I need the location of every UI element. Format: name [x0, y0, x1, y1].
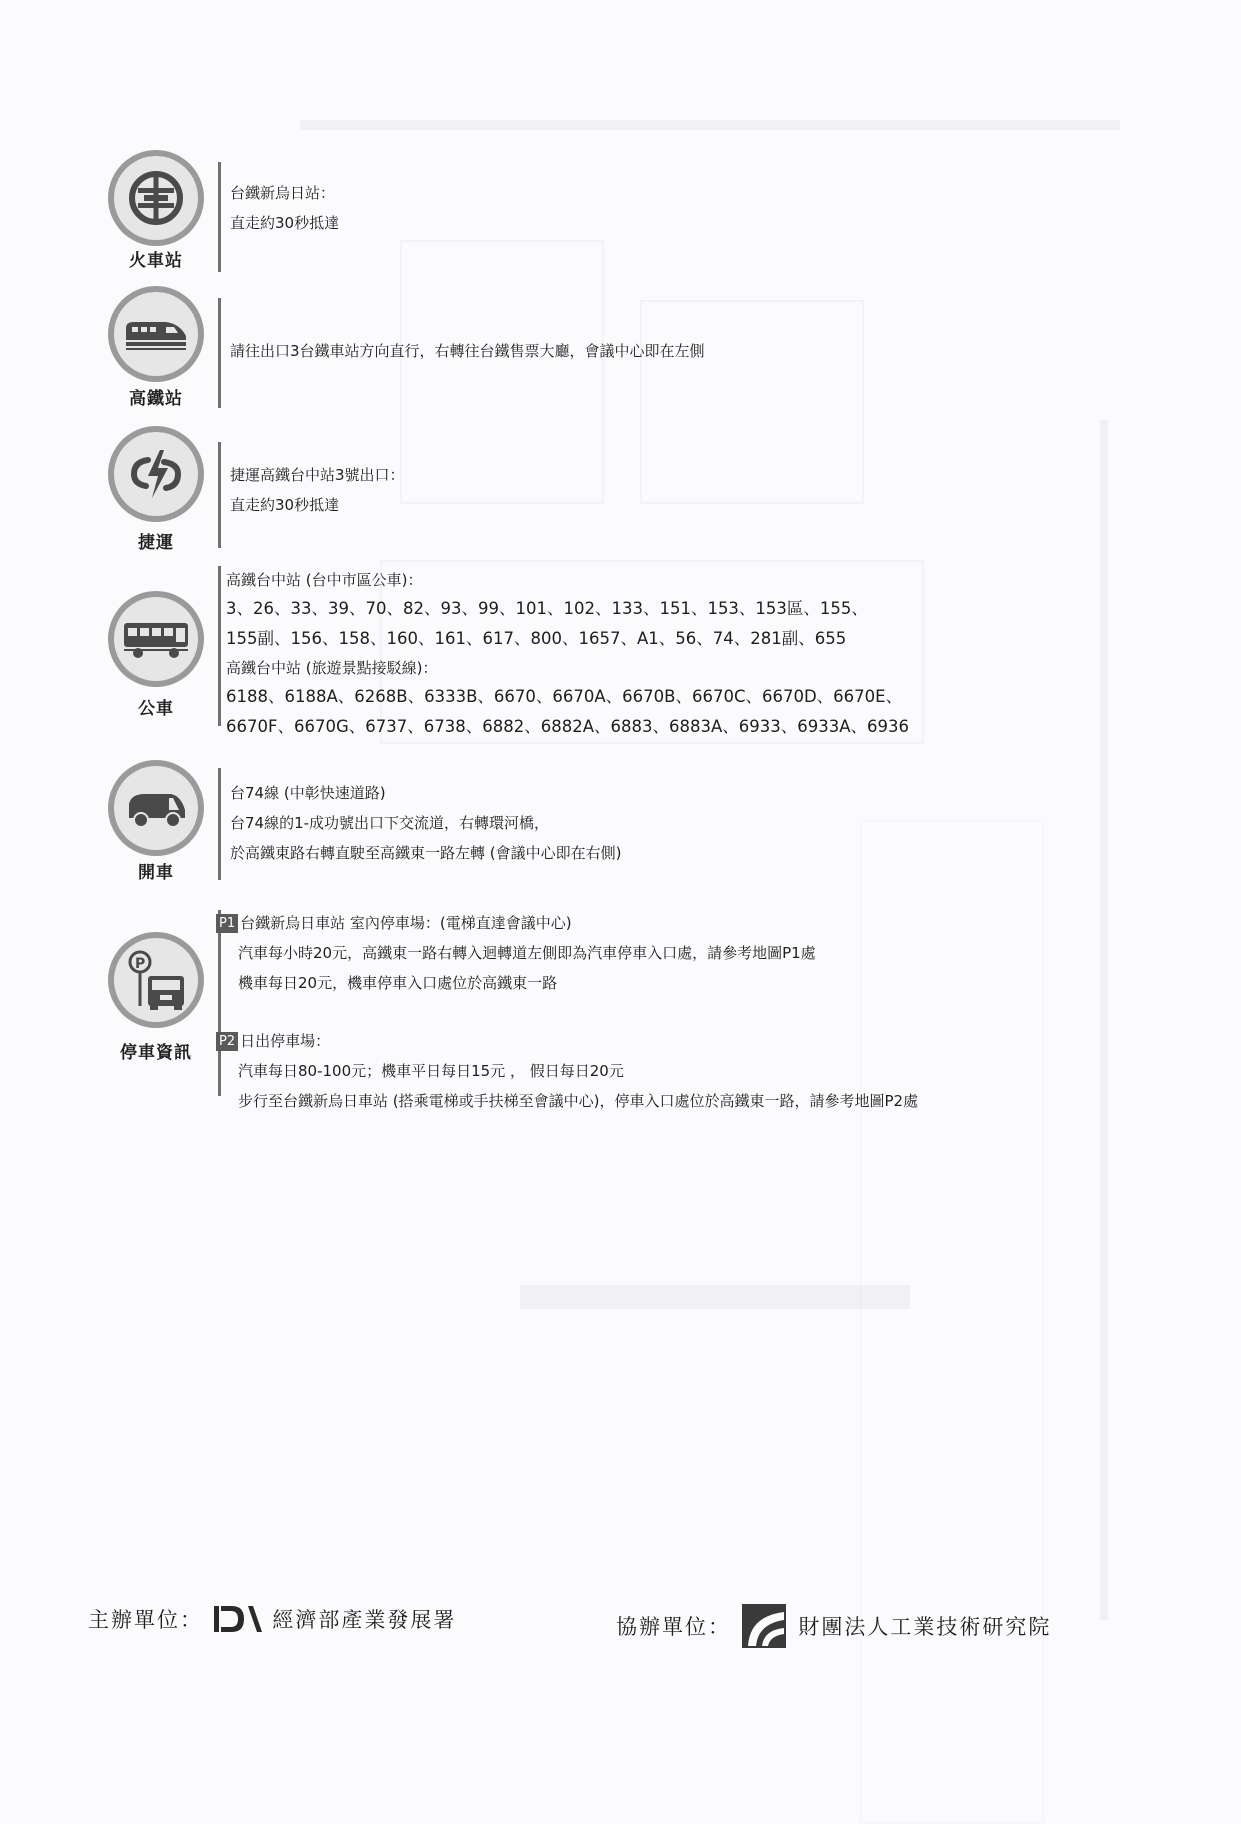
p2-tag: P2 [216, 1032, 238, 1051]
parking-p2-line-1: 汽車每日80-100元；機車平日每日15元 ， 假日每日20元 [238, 1062, 624, 1080]
divider-line [218, 566, 221, 726]
bus-icon-badge [108, 591, 204, 687]
drive-line-1: 台74線 (中彰快速道路) [230, 784, 386, 802]
p1-title-text: 台鐵新烏日車站 室內停車場：(電梯直達會議中心) [240, 914, 572, 932]
parking-icon-badge [108, 932, 204, 1028]
divider-line [218, 442, 221, 548]
parking-p1-title [216, 908, 918, 938]
hsr-icon-badge [108, 286, 204, 382]
p1-tag: P1 [216, 914, 238, 933]
bus-icon [122, 617, 190, 661]
divider-line [218, 298, 221, 408]
divider-line [218, 768, 221, 880]
train-line-2: 直走約30秒抵達 [230, 214, 340, 232]
hsr-label: 高鐵站 [129, 389, 183, 409]
organizer-logo-icon [212, 1602, 264, 1636]
bus-heading-tourist: 高鐵台中站 (旅遊景點接駁線)： [226, 659, 438, 677]
train-label: 火車站 [129, 251, 183, 271]
metro-lightning-icon [126, 444, 186, 504]
drive-line-2: 台74線的1-成功號出口下交流道，右轉環河橋， [230, 814, 550, 832]
co-organizer-name: 財團法人工業技術研究院 [798, 1615, 1052, 1639]
bus-text [226, 566, 909, 742]
bus-heading-city: 高鐵台中站 (台中市區公車)： [226, 571, 423, 589]
divider-line [218, 162, 221, 272]
parking-sign-car-icon [124, 948, 188, 1012]
mrt-label: 捷運 [138, 533, 174, 553]
drive-line-3: 於高鐵東路右轉直駛至高鐵東一路左轉 (會議中心即在右側) [230, 844, 622, 862]
svg-text:P: P [135, 956, 146, 972]
parking-p2-title [216, 1026, 918, 1056]
mrt-text [230, 460, 405, 520]
co-organizer [616, 1602, 1051, 1650]
mrt-line-2: 直走約30秒抵達 [230, 496, 340, 514]
parking-text [216, 908, 918, 1116]
hsr-text [230, 336, 705, 366]
organizer [88, 1602, 456, 1636]
organizer-name: 經濟部產業發展署 [272, 1608, 457, 1632]
car-icon [123, 786, 189, 830]
drive-label: 開車 [138, 863, 174, 883]
high-speed-train-icon [122, 306, 190, 362]
parking-p1-line-1: 汽車每小時20元，高鐵東一路右轉入迴轉道左側即為汽車停車入口處，請參考地圖P1處 [238, 944, 816, 962]
co-organizer-label: 協辦單位： [616, 1615, 731, 1639]
train-icon-badge [108, 150, 204, 246]
parking-p1-line-2: 機車每日20元，機車停車入口處位於高鐵東一路 [238, 974, 558, 992]
mrt-line-1: 捷運高鐵台中站3號出口： [230, 466, 405, 484]
bus-city-routes-1: 3、26、33、39、70、82、93、99、101、102、133、151、153、153區、155、 [226, 599, 868, 618]
train-line-1: 台鐵新烏日站： [230, 184, 336, 202]
bus-tourist-routes-1: 6188、6188A、6268B、6333B、6670、6670A、6670B、6670C、6670D、6670E、 [226, 687, 903, 706]
bus-city-routes-2: 155副、156、158、160、161、617、800、1657、A1、56、74、281副、655 [226, 629, 847, 648]
train-text [230, 178, 339, 238]
drive-text [230, 778, 621, 868]
drive-icon-badge [108, 760, 204, 856]
parking-p2-line-2: 步行至台鐵新烏日車站 (搭乘電梯或手扶梯至會議中心)，停車入口處位於高鐵東一路，請參考地圖P2處 [238, 1092, 919, 1110]
hsr-line-1: 請往出口3台鐵車站方向直行，右轉往台鐵售票大廳，會議中心即在左側 [230, 342, 705, 360]
taiwan-railway-logo-icon [124, 166, 188, 230]
itri-logo-icon [740, 1602, 790, 1650]
mrt-icon-badge [108, 426, 204, 522]
bus-tourist-routes-2: 6670F、6670G、6737、6738、6882、6882A、6883、6883A、6933、6933A、6936 [226, 717, 910, 736]
parking-label: 停車資訊 [120, 1043, 192, 1063]
organizer-label: 主辦單位： [88, 1608, 203, 1632]
bus-label: 公車 [138, 699, 174, 719]
p2-title-text: 日出停車場： [240, 1032, 331, 1050]
